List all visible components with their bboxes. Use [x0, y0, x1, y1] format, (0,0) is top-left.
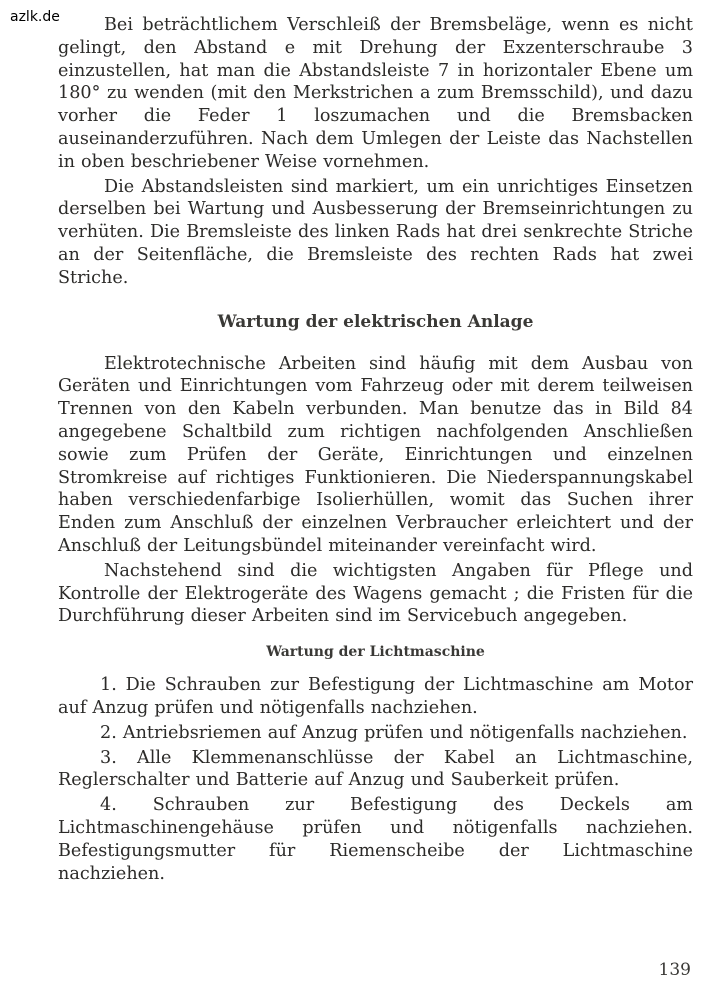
paragraph: Bei beträchtlichem Verschleiß der Bremsbeläge, wenn es nicht gelingt, den Abstand e mit Drehung der Exzenterschraube 3 einzustellen, hat man die Abstandsleiste 7 in horizontaler Ebene um 180° zu wenden (mit den Merkstrichen a zum Bremsschild), und dazu vorher die Feder 1 loszumachen und die Bremsbacken auseinanderzuführen. Nach dem Umlegen der Leiste das Nachstellen in oben beschriebener Weise vornehmen.: [58, 15, 693, 172]
section-heading: Wartung der elektrischen Anlage: [217, 311, 534, 332]
watermark: azlk.de: [10, 9, 60, 25]
paragraph: Die Abstandsleisten sind markiert, um ein unrichtiges Einsetzen derselben bei Wartung und Ausbesserung der Bremseinrichtungen zu verhüten. Die Bremsleiste des linken Rads hat drei senkrechte Striche an der Seitenfläche, die Bremsleiste des rechten Rads hat zwei Striche.: [58, 176, 693, 288]
list-item: 3. Alle Klemmenanschlüsse der Kabel an Lichtmaschine, Reglerschalter und Batterie auf Anzug und Sauberkeit prüfen.: [58, 747, 693, 791]
list-item: 4. Schrauben zur Befestigung des Deckels am Lichtmaschinengehäuse prüfen und nötigenfalls nachziehen. Befestigungsmutter für Riemenscheibe der Lichtmaschine nachziehen.: [58, 795, 693, 884]
page-number: 139: [658, 960, 691, 980]
list-item: 1. Die Schrauben zur Befestigung der Lichtmaschine am Motor auf Anzug prüfen und nötigenfalls nachziehen.: [58, 675, 693, 718]
paragraph: Nachstehend sind die wichtigsten Angaben für Pflege und Kontrolle der Elektrogeräte des Wagens gemacht ; die Fristen für die Durchführung dieser Arbeiten sind im Servicebuch angegeben.: [58, 560, 693, 627]
maintenance-list: [58, 674, 693, 885]
page-content: [58, 14, 693, 885]
list-item: 2. Antriebsriemen auf Anzug prüfen und nötigenfalls nachziehen.: [100, 722, 688, 743]
subsection-heading: Wartung der Lichtmaschine: [266, 644, 485, 661]
paragraph: Elektrotechnische Arbeiten sind häufig mit dem Ausbau von Geräten und Einrichtungen vom Fahrzeug oder mit derem teilweisen Trennen von den Kabeln verbunden. Man benutze das in Bild 84 angegebene Schaltbild zum richtigen nachfolgenden Anschließen sowie zum Prüfen der Geräte, Einrichtungen und einzelnen Stromkreise auf richtiges Funktionieren. Die Niederspannungskabel haben verschiedenfarbige Isolierhüllen, womit das Suchen ihrer Enden zum Anschluß der einzelnen Verbraucher erleichtert und der Anschluß der Leitungsbündel miteinander vereinfacht wird.: [58, 353, 693, 556]
